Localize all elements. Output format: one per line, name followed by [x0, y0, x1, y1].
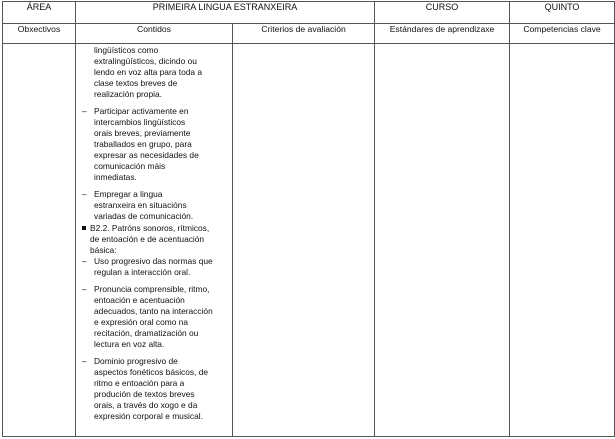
- criteria-cell: [233, 44, 375, 437]
- text-line: produción de textos breves: [94, 389, 195, 399]
- col-standards: Estándares de aprendizaxe: [375, 24, 510, 44]
- text-line: Empregar a lingua: [94, 189, 163, 199]
- text-line: traballados en grupo, para: [94, 139, 192, 149]
- dash-marker: –: [82, 189, 87, 199]
- bullet-item: [80, 223, 226, 256]
- curriculum-table: [2, 1, 615, 437]
- text-line: estranxeira en situacións: [94, 200, 187, 210]
- text-line: Participar activamente en: [94, 106, 189, 116]
- grade-value: QUINTO: [510, 2, 615, 24]
- text-line: expresión corporal e musical.: [94, 411, 203, 421]
- text-line: B2.2. Patróns sonoros, rítmicos,: [90, 223, 210, 233]
- col-competences: Competencias clave: [510, 24, 615, 44]
- competences-cell: [510, 44, 615, 437]
- dash-item: [80, 189, 226, 222]
- text-line: de entoación e de acentuación: [90, 234, 205, 244]
- text-line: entoación e acentuación: [94, 295, 185, 305]
- col-criteria: Criterios de avaliación: [233, 24, 375, 44]
- text-line: recitación, dramatización ou: [94, 328, 199, 338]
- text-line: comunicación máis: [94, 161, 166, 171]
- col-contents: Contidos: [76, 24, 233, 44]
- contents-cell: [76, 44, 233, 437]
- dash-marker: –: [82, 284, 87, 294]
- dash-item: [80, 256, 226, 278]
- text-line: orais, a través do xogo e da: [94, 400, 198, 410]
- content-row: [3, 44, 615, 437]
- text-line: orais breves, previamente: [94, 128, 191, 138]
- column-header-row: [3, 24, 615, 44]
- header-row: [3, 2, 615, 24]
- text-line: Pronuncia comprensible, ritmo,: [94, 284, 210, 294]
- bullet-square-icon: [82, 226, 86, 230]
- text-line: variadas de comunicación.: [94, 211, 194, 221]
- text-line: inmediatas.: [94, 172, 137, 182]
- text-line: básica:: [90, 245, 117, 255]
- text-line: expresar as necesidades de: [94, 150, 199, 160]
- text-line: adecuados, tanto na interacción: [94, 306, 213, 316]
- text-line: regulan a interacción oral.: [94, 267, 191, 277]
- objectives-cell: [3, 44, 76, 437]
- text-line: intercambios lingüísticos: [94, 117, 186, 127]
- text-line: Uso progresivo das normas que: [94, 256, 213, 266]
- col-objectives: Obxectivos: [3, 24, 76, 44]
- area-label: ÁREA: [3, 2, 76, 24]
- contents-text: [76, 45, 232, 422]
- course-label: CURSO: [375, 2, 510, 24]
- dash-item: [80, 284, 226, 350]
- text-line: e expresión oral como na: [94, 317, 189, 327]
- text-line: extralingüísticos, dicindo ou: [94, 56, 197, 66]
- text-line: lingüísticos como: [94, 45, 159, 55]
- dash-item: [80, 106, 226, 183]
- text-line: Dominio progresivo de: [94, 356, 178, 366]
- text-line: lendo en voz alta para toda a: [94, 67, 203, 77]
- dash-marker: –: [82, 356, 87, 366]
- standards-cell: [375, 44, 510, 437]
- dash-item: [80, 356, 226, 422]
- text-line: aspectos fonéticos básicos, de: [94, 367, 209, 377]
- dash-marker: –: [82, 106, 87, 116]
- subject-title: PRIMEIRA LINGUA ESTRANXEIRA: [76, 2, 375, 24]
- dash-marker: –: [82, 256, 87, 266]
- text-line: lectura en voz alta.: [94, 339, 165, 349]
- text-line: clase textos breves de: [94, 78, 178, 88]
- text-line: ritmo e entoación para a: [94, 378, 185, 388]
- text-line: realización propia.: [94, 89, 162, 99]
- continued-item: [80, 45, 226, 100]
